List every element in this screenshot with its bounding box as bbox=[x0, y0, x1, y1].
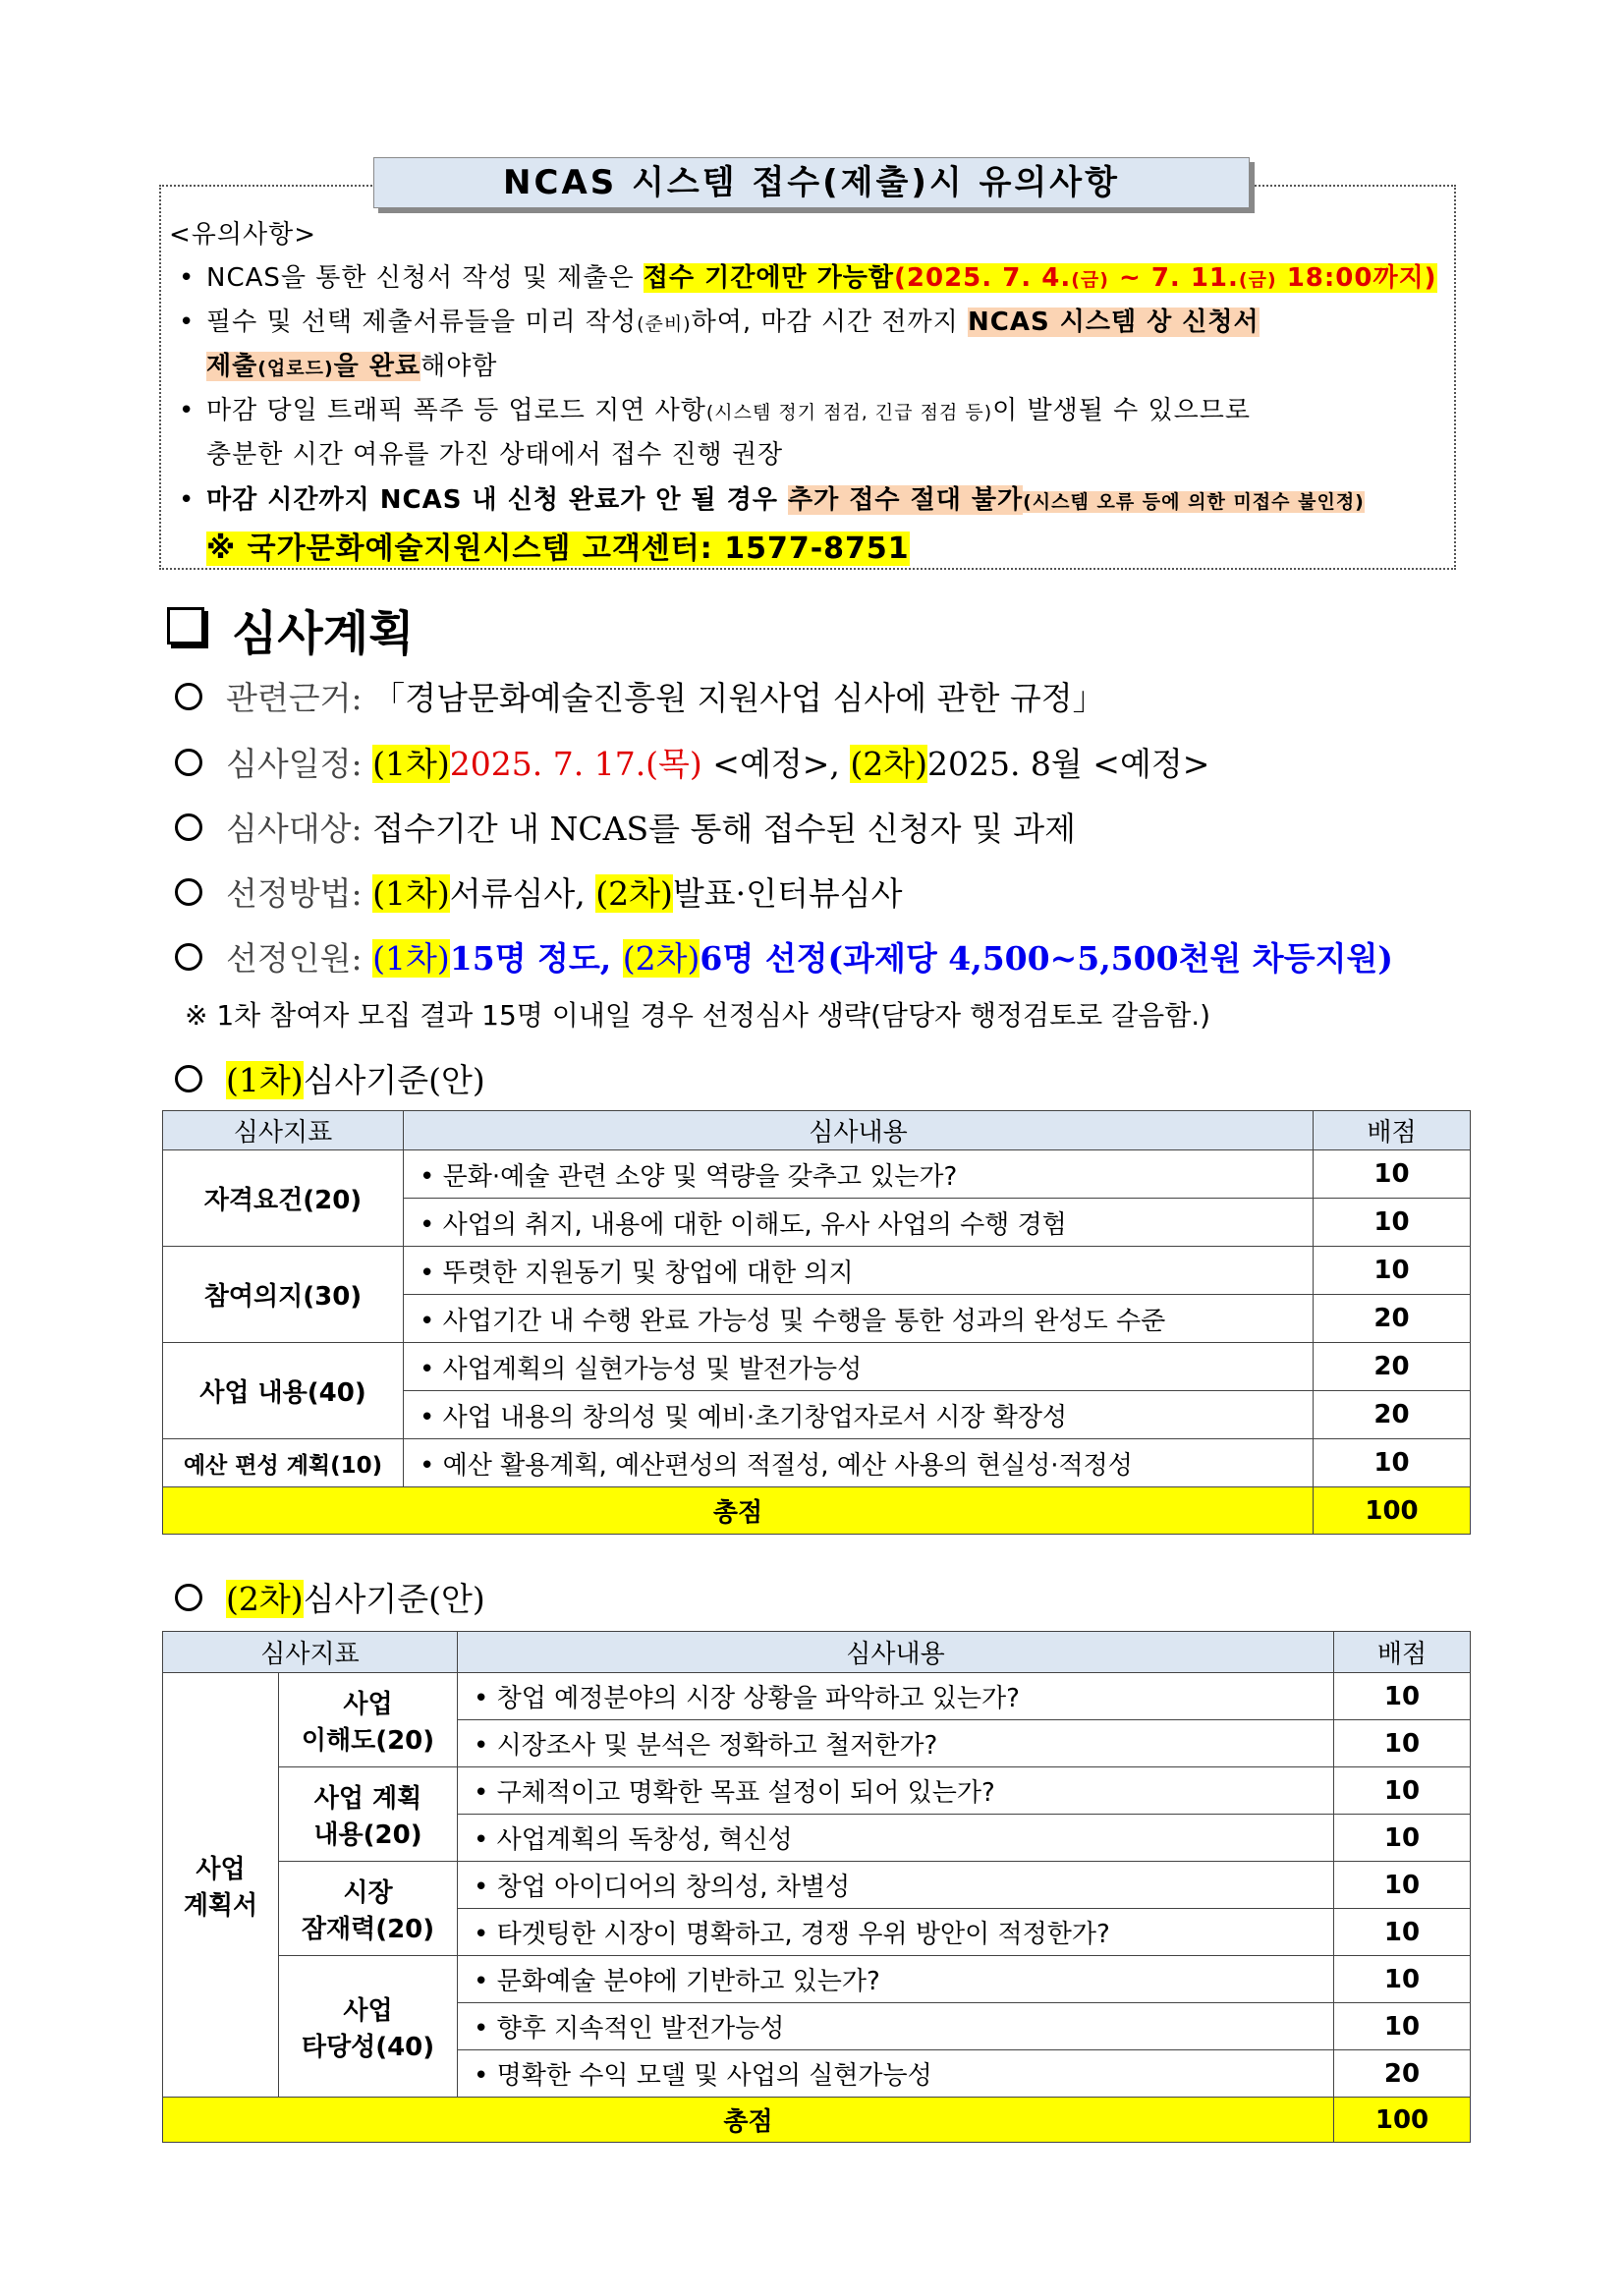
table-row: 사업 내용(40) • 사업계획의 실현가능성 및 발전가능성 20 bbox=[163, 1343, 1471, 1391]
plan-note: ※ 1차 참여자 모집 결과 15명 이내일 경우 선정심사 생략(담당자 행정검토로 갈음함.) bbox=[185, 999, 1211, 1032]
table-total-row: 총점 100 bbox=[163, 1487, 1471, 1535]
table-row: • 사업계획의 독창성, 혁신성 10 bbox=[163, 1815, 1471, 1862]
notice-line-2b: 제출(업로드)을 완료해야함 bbox=[206, 352, 498, 381]
plan-count: 선정인원: (1차)15명 정도, (2차)6명 선정(과제당 4,500~5,500천원 차등지원) bbox=[175, 933, 1393, 980]
section-title: 심사계획 bbox=[232, 606, 415, 661]
table-row: • 사업기간 내 수행 완료 가능성 및 수행을 통한 성과의 완성도 수준 20 bbox=[163, 1295, 1471, 1343]
circle-bullet-icon bbox=[175, 1065, 202, 1092]
circle-bullet-icon bbox=[175, 813, 202, 841]
section-checkbox-icon bbox=[167, 607, 204, 644]
table-row: 시장 잠재력(20) • 창업 아이디어의 창의성, 차별성 10 bbox=[163, 1862, 1471, 1909]
table-header-row: 심사지표 심사내용 배점 bbox=[163, 1632, 1471, 1673]
table-row: • 사업의 취지, 내용에 대한 이해도, 유사 사업의 수행 경험 10 bbox=[163, 1199, 1471, 1247]
table-row: 자격요건(20) • 문화·예술 관련 소양 및 역량을 갖추고 있는가? 10 bbox=[163, 1150, 1471, 1199]
table1-label: (1차)심사기준(안) bbox=[175, 1055, 485, 1101]
plan-method: 선정방법: (1차)서류심사, (2차)발표·인터뷰심사 bbox=[175, 868, 903, 915]
plan-schedule: 심사일정: (1차)2025. 7. 17.(목) <예정>, (2차)2025. 8월 <예정> bbox=[175, 739, 1209, 785]
table-row: • 향후 지속적인 발전가능성 10 bbox=[163, 2003, 1471, 2050]
circle-bullet-icon bbox=[175, 943, 202, 971]
notice-line-4: • 마감 시간까지 NCAS 내 신청 완료가 안 될 경우 추가 접수 절대 불가(시스템 오류 등에 의한 미접수 불인정) bbox=[179, 485, 1365, 515]
table-2 bbox=[162, 1631, 1471, 2143]
circle-bullet-icon bbox=[175, 749, 202, 776]
plan-target: 심사대상: 접수기간 내 NCAS를 통해 접수된 신청자 및 과제 bbox=[175, 804, 1076, 850]
notice-heading: <유의사항> bbox=[169, 220, 317, 250]
table-total-row: 총점 100 bbox=[163, 2098, 1471, 2143]
main-category: 사업 계획서 bbox=[163, 1673, 279, 2098]
table-row: • 사업 내용의 창의성 및 예비·초기창업자로서 시장 확장성 20 bbox=[163, 1391, 1471, 1439]
circle-bullet-icon bbox=[175, 1584, 202, 1611]
table-row: • 타겟팅한 시장이 명확하고, 경쟁 우위 방안이 적정한가? 10 bbox=[163, 1909, 1471, 1956]
notice-title: NCAS 시스템 접수(제출)시 유의사항 bbox=[373, 157, 1250, 208]
circle-bullet-icon bbox=[175, 878, 202, 906]
table-row: 참여의지(30) • 뚜렷한 지원동기 및 창업에 대한 의지 10 bbox=[163, 1247, 1471, 1295]
notice-contact: ※ 국가문화예술지원시스템 고객센터: 1577-8751 bbox=[206, 532, 910, 566]
table-1 bbox=[162, 1110, 1471, 1535]
table2-label: (2차)심사기준(안) bbox=[175, 1574, 485, 1620]
table-row: • 시장조사 및 분석은 정확하고 철저한가? 10 bbox=[163, 1720, 1471, 1767]
table-row: 사업 계획 내용(20) • 구체적이고 명확한 목표 설정이 되어 있는가? 10 bbox=[163, 1767, 1471, 1815]
table-row: 예산 편성 계획(10) • 예산 활용계획, 예산편성의 적절성, 예산 사용의 현실성·적정성 10 bbox=[163, 1439, 1471, 1487]
table-row: • 명확한 수익 모델 및 사업의 실현가능성 20 bbox=[163, 2050, 1471, 2098]
circle-bullet-icon bbox=[175, 683, 202, 710]
notice-line-3b: 충분한 시간 여유를 가진 상태에서 접수 진행 권장 bbox=[206, 440, 784, 470]
notice-line-2: • 필수 및 선택 제출서류들을 미리 작성(준비)하여, 마감 시간 전까지 NCAS 시스템 상 신청서 bbox=[179, 308, 1260, 337]
notice-line-3: • 마감 당일 트래픽 폭주 등 업로드 지연 사항(시스템 정기 점검, 긴급 점검 등)이 발생될 수 있으므로 bbox=[179, 396, 1251, 425]
plan-basis: 관련근거: 「경남문화예술진흥원 지원사업 심사에 관한 규정」 bbox=[175, 673, 1105, 719]
notice-line-1: • NCAS을 통한 신청서 작성 및 제출은 접수 기간에만 가능함(2025. 7. 4.(금) ~ 7. 11.(금) 18:00까지) bbox=[179, 263, 1437, 293]
table-row: 사업 타당성(40) • 문화예술 분야에 기반하고 있는가? 10 bbox=[163, 1956, 1471, 2003]
table-header-row: 심사지표 심사내용 배점 bbox=[163, 1111, 1471, 1150]
table-row: 사업 계획서 사업 이해도(20) • 창업 예정분야의 시장 상황을 파악하고 있는가? 10 bbox=[163, 1673, 1471, 1720]
